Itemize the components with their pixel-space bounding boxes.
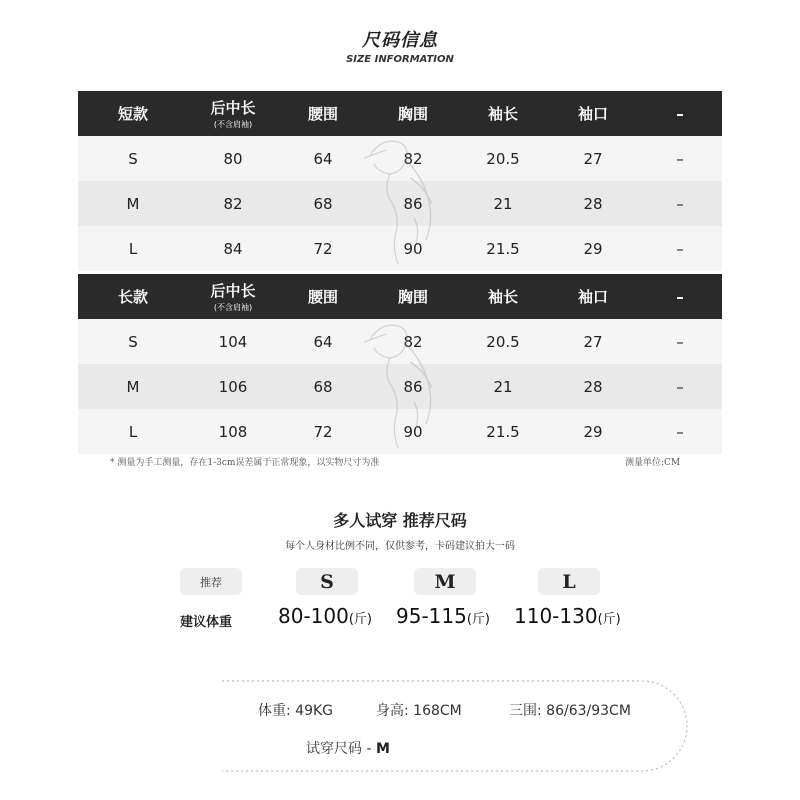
recommend-label: 推荐 <box>180 568 242 595</box>
table-cell: – <box>676 239 684 258</box>
table-cell: – <box>676 332 684 351</box>
table-cell: – <box>676 194 684 213</box>
recommend-subtitle: 每个人身材比例不同，仅供参考，卡码建议拍大一码 <box>285 541 515 552</box>
table-cell: 84 <box>223 239 243 258</box>
table-cell: 106 <box>218 377 248 396</box>
table-cell: 68 <box>313 194 333 213</box>
table-cell: 27 <box>583 149 603 168</box>
tryon-frame <box>222 680 692 772</box>
tryon-weight: 体重: 49KG <box>258 703 334 719</box>
table-row <box>78 181 722 226</box>
table-cell: M <box>126 377 140 396</box>
table-cell: S <box>128 149 138 168</box>
table-row <box>78 364 722 409</box>
table-cell: 86 <box>403 377 423 396</box>
size-pill-m: M <box>414 568 476 595</box>
table-header-row <box>78 274 722 319</box>
table-cell: 28 <box>583 377 603 396</box>
table-cell: 20.5 <box>486 149 520 168</box>
header-cell: 袖口 <box>577 288 608 306</box>
page-title: 尺码信息 <box>362 30 438 51</box>
table-cell: 21 <box>493 194 513 213</box>
table-cell: – <box>676 422 684 441</box>
table-cell: 82 <box>403 149 423 168</box>
size-pill-l: L <box>538 568 600 595</box>
page-header <box>0 26 800 65</box>
table-row <box>78 136 722 181</box>
header-cell: 袖口 <box>577 105 608 123</box>
table-cell: 86 <box>403 194 423 213</box>
recommend-title: 多人试穿 推荐尺码 <box>333 511 467 530</box>
weight-range-value: 95-115 <box>396 604 467 628</box>
header-cell: 袖长 <box>487 288 518 306</box>
page-subtitle: SIZE INFORMATION <box>346 54 454 65</box>
header-cell: 袖长 <box>487 105 518 123</box>
weight-range-value: 80-100 <box>278 604 349 628</box>
table-cell: 90 <box>403 422 423 441</box>
table-header-row <box>78 91 722 136</box>
table-cell: 64 <box>313 332 333 351</box>
header-cell: 腰围 <box>307 288 338 306</box>
table-cell: M <box>126 194 140 213</box>
table-cell: 82 <box>223 194 243 213</box>
measurement-note: * 测量为手工测量，存在1-3cm误差属于正常现象，以实物尺寸为准 <box>110 458 380 468</box>
header-cell: 胸围 <box>397 288 428 306</box>
header-cell: 腰围 <box>307 105 338 123</box>
table-cell: 27 <box>583 332 603 351</box>
table-cell: 72 <box>313 239 333 258</box>
table-row <box>78 319 722 364</box>
weight-range-value: 110-130 <box>514 604 598 628</box>
table-row <box>78 409 722 454</box>
table-cell: 64 <box>313 149 333 168</box>
weight-unit: (斤) <box>597 612 621 627</box>
header-cell: – <box>676 104 684 123</box>
tryon-size <box>306 738 390 758</box>
table-cell: S <box>128 332 138 351</box>
tryon-size-label: 试穿尺码 - <box>306 741 376 757</box>
header-cell: 后中长 (不含肩袖) <box>210 282 256 312</box>
table-cell: 29 <box>583 422 603 441</box>
table-cell: 68 <box>313 377 333 396</box>
table-cell: L <box>128 422 138 441</box>
tryon-size-value: M <box>375 741 390 757</box>
table-cell: – <box>676 377 684 396</box>
measurement-unit: 测量单位:CM <box>625 458 681 468</box>
header-cell: 后中长 (不含肩袖) <box>210 99 256 129</box>
weight-range-m <box>396 604 490 628</box>
weight-unit: (斤) <box>466 612 490 627</box>
table-cell: 29 <box>583 239 603 258</box>
tryon-height: 身高: 168CM <box>376 703 462 719</box>
table-cell: 28 <box>583 194 603 213</box>
header-cell: 长款 <box>117 288 148 306</box>
table-cell: 21.5 <box>486 239 520 258</box>
tryon-measurements: 三围: 86/63/93CM <box>509 703 631 719</box>
table-cell: 90 <box>403 239 423 258</box>
table-cell: 20.5 <box>486 332 520 351</box>
weight-range-s <box>278 604 372 628</box>
header-cell: 短款 <box>117 105 148 123</box>
size-table-long <box>78 274 722 454</box>
table-cell: 72 <box>313 422 333 441</box>
header-cell: 胸围 <box>397 105 428 123</box>
header-cell: – <box>676 287 684 306</box>
table-cell: 80 <box>223 149 243 168</box>
table-cell: – <box>676 149 684 168</box>
weight-unit: (斤) <box>348 612 372 627</box>
table-cell: 104 <box>218 332 248 351</box>
table-row <box>78 226 722 271</box>
table-cell: 21.5 <box>486 422 520 441</box>
table-cell: 108 <box>218 422 248 441</box>
table-cell: L <box>128 239 138 258</box>
table-cell: 21 <box>493 377 513 396</box>
size-pill-s: S <box>296 568 358 595</box>
table-cell: 82 <box>403 332 423 351</box>
size-table-short <box>78 91 722 271</box>
weight-label: 建议体重 <box>180 615 233 630</box>
weight-range-l <box>514 604 621 628</box>
